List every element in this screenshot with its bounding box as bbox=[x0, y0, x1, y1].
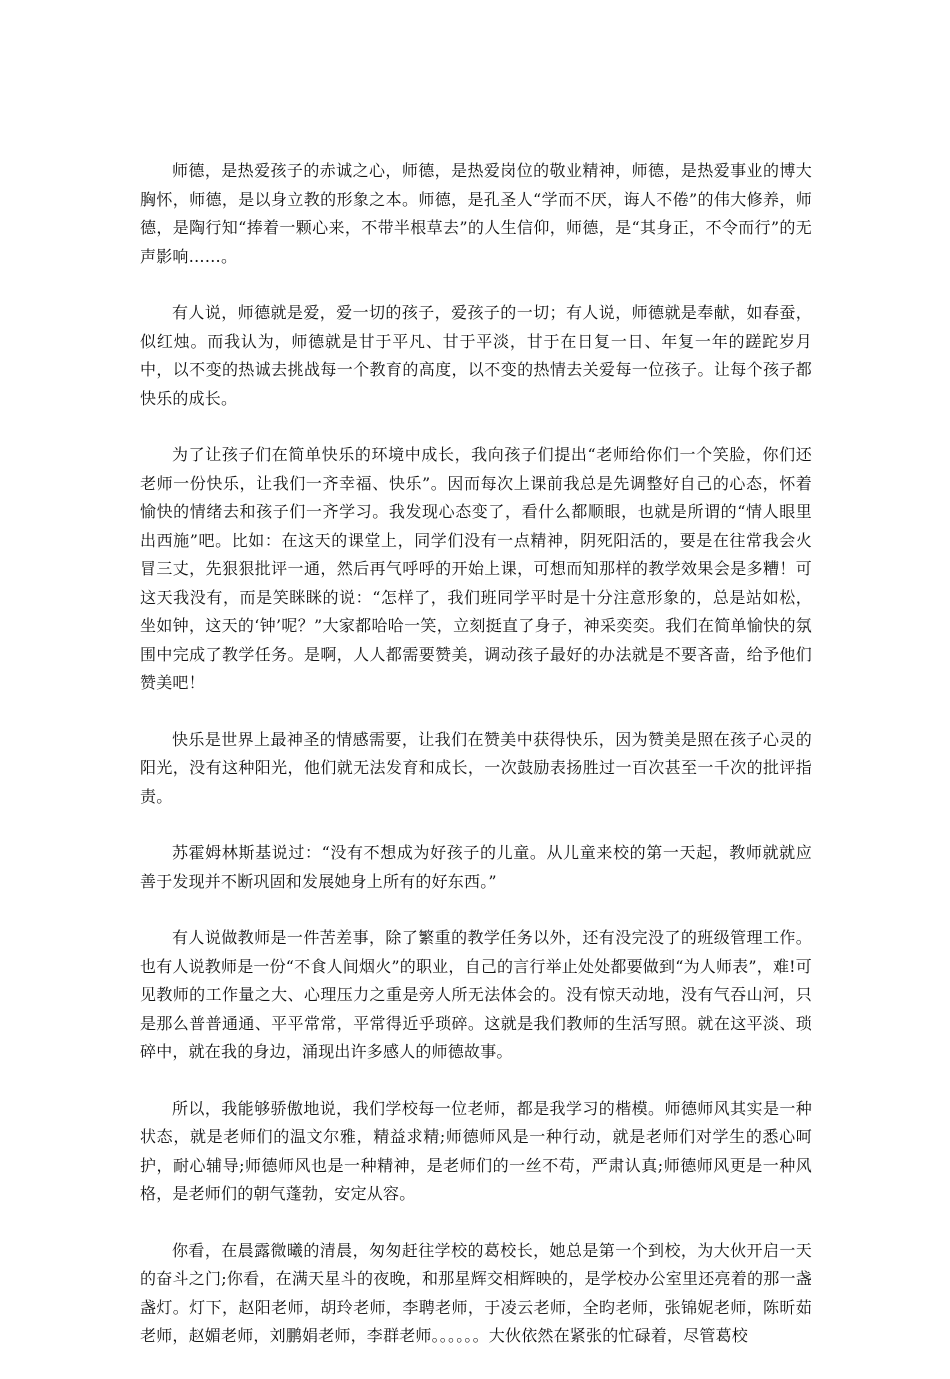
paragraph-4: 快乐是世界上最神圣的情感需要，让我们在赞美中获得快乐，因为赞美是照在孩子心灵的阳光，没有这种阳光，他们就无法发育和成长，一次鼓励表扬胜过一百次甚至一千次的批评指责。 bbox=[140, 729, 812, 806]
paragraph-2: 有人说，师德就是爱，爱一切的孩子，爱孩子的一切；有人说，师德就是奉献，如春蚕，似红烛。而我认为，师德就是甘于平凡、甘于平淡，甘于在日复一日、年复一年的蹉跎岁月中，以不变的热诚去挑战每一个教育的高度，以不变的热情去关爱每一位孩子。让每个孩子都快乐的成长。 bbox=[140, 303, 812, 408]
document-body bbox=[140, 157, 812, 1379]
paragraph-1: 师德，是热爱孩子的赤诚之心，师德，是热爱岗位的敬业精神，师德，是热爱事业的博大胸怀，师德，是以身立教的形象之本。师德，是孔圣人“学而不厌，诲人不倦”的伟大修养，师德，是陶行知“捧着一颗心来，不带半根草去”的人生信仰，师德，是“其身正，不令而行”的无声影响……。 bbox=[140, 161, 812, 266]
paragraph-3: 为了让孩子们在简单快乐的环境中成长，我向孩子们提出“老师给你们一个笑脸，你们还老师一份快乐，让我们一齐幸福、快乐”。因而每次上课前我总是先调整好自己的心态，怀着愉快的情绪去和孩子们一齐学习。我发现心态变了，看什么都顺眼，也就是所谓的“情人眼里出西施”吧。比如：在这天的课堂上，同学们没有一点精神，阴死阳活的，要是在往常我会火冒三丈，先狠狠批评一通，然后再气呼呼的开始上课，可想而知那样的教学效果会是多糟！可这天我没有，而是笑眯眯的说：“怎样了，我们班同学平时是十分注意形象的，总是站如松，坐如钟，这天的‘钟’呢？”大家都哈哈一笑，立刻挺直了身子，神采奕奕。我们在简单愉快的氛围中完成了教学任务。是啊，人人都需要赞美，调动孩子最好的办法就是不要吝啬，给予他们赞美吧！ bbox=[140, 445, 812, 692]
paragraph-7: 所以，我能够骄傲地说，我们学校每一位老师，都是我学习的楷模。师德师风其实是一种状态，就是老师们的温文尔雅，精益求精;师德师风是一种行动，就是老师们对学生的悉心呵护，耐心辅导;师德师风也是一种精神，是老师们的一丝不苟，严肃认真;师德师风更是一种风格，是老师们的朝气蓬勃，安定从容。 bbox=[140, 1098, 812, 1203]
paragraph-5: 苏霍姆林斯基说过：“没有不想成为好孩子的儿童。从儿童来校的第一天起，教师就就应善于发现并不断巩固和发展她身上所有的好东西。” bbox=[140, 843, 812, 891]
paragraph-6: 有人说做教师是一件苦差事，除了繁重的教学任务以外，还有没完没了的班级管理工作。也有人说教师是一份“不食人间烟火”的职业，自己的言行举止处处都要做到“为人师表”，难!可见教师的工作量之大、心理压力之重是旁人所无法体会的。没有惊天动地，没有气吞山河，只是那么普普通通、平平常常，平常得近乎琐碎。这就是我们教师的生活写照。就在这平淡、琐碎中，就在我的身边，涌现出许多感人的师德故事。 bbox=[140, 928, 812, 1061]
paragraph-8: 你看，在晨露微曦的清晨，匆匆赶往学校的葛校长，她总是第一个到校，为大伙开启一天的奋斗之门;你看，在满天星斗的夜晚，和那星辉交相辉映的，是学校办公室里还亮着的那一盏盏灯。灯下，赵阳老师，胡玲老师，李聘老师，于凌云老师，全昀老师，张锦妮老师，陈昕茹老师，赵媚老师，刘鹏娟老师，李群老师。。。。。。大伙依然在紧张的忙碌着，尽管葛校 bbox=[140, 1240, 812, 1345]
